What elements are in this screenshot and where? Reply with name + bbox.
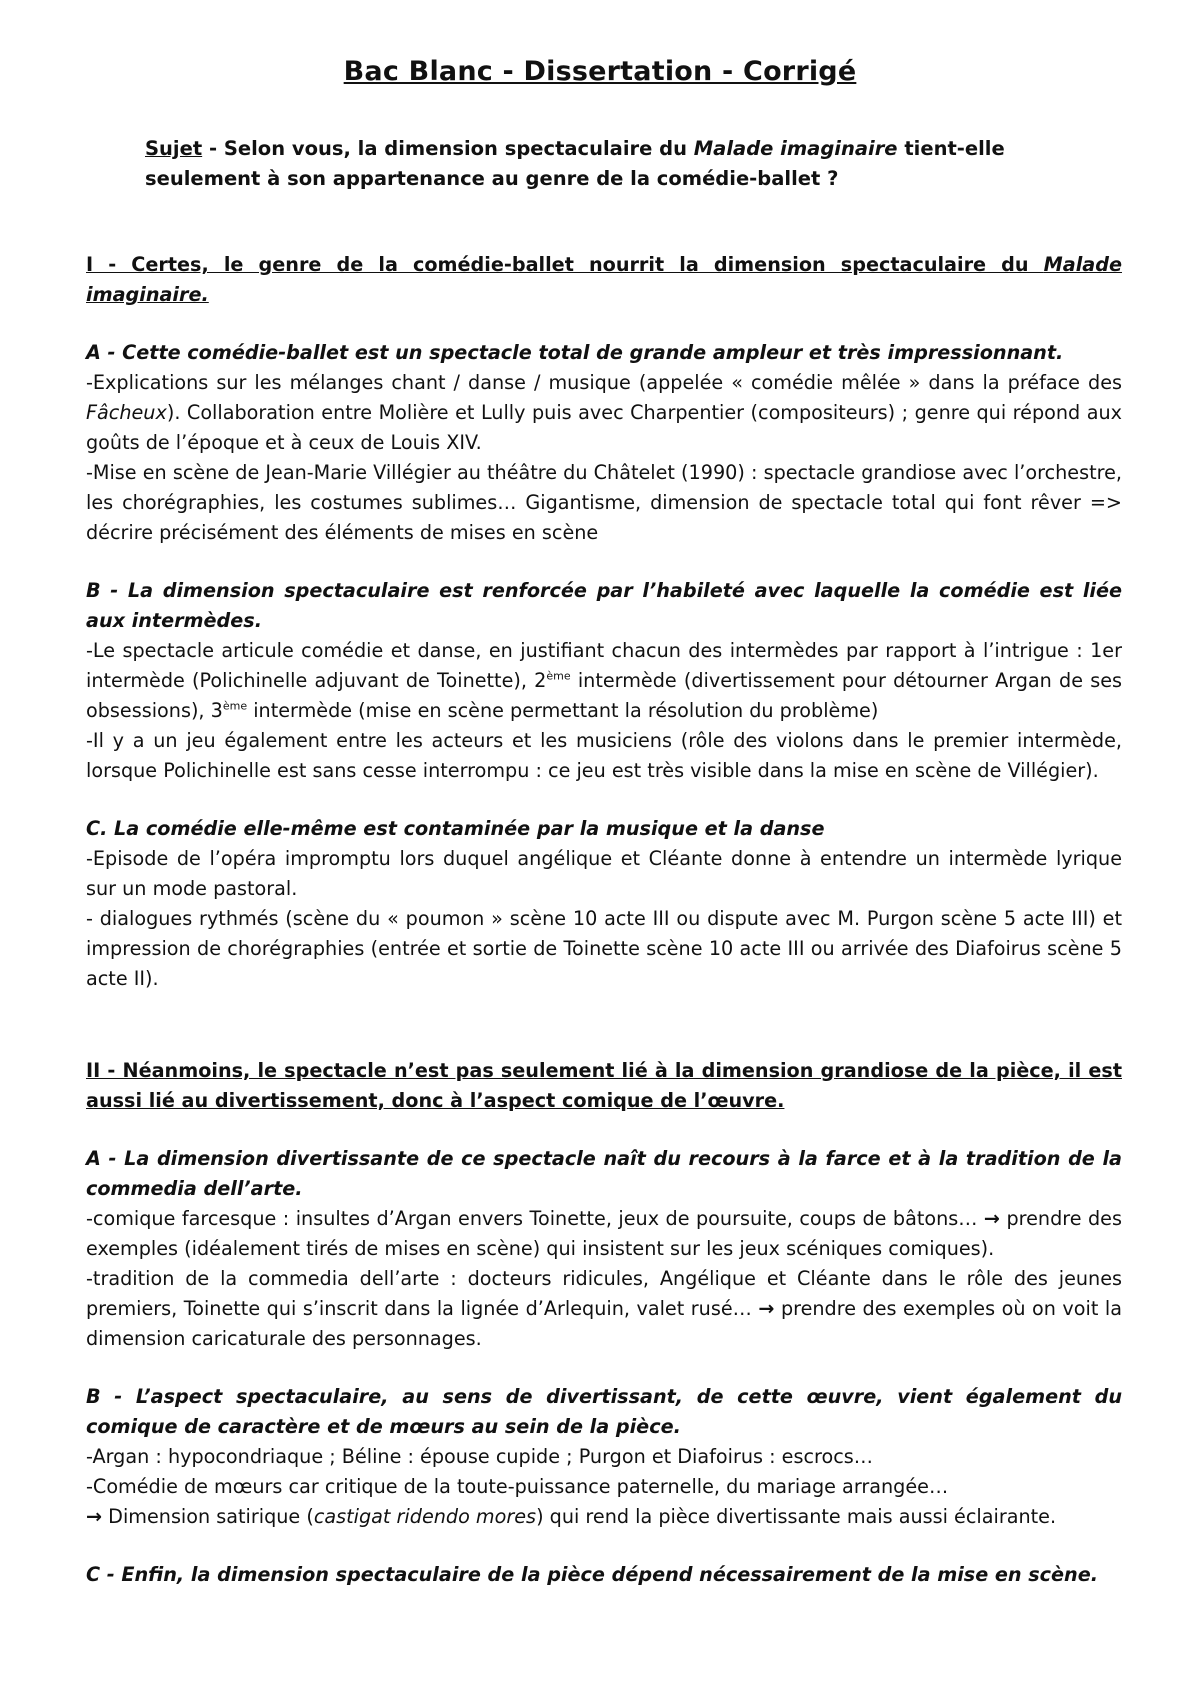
part1-b-heading: B - La dimension spectaculaire est renforcée par l’habileté avec laquelle la comédie est liée aux intermèdes. (86, 579, 1122, 632)
part1-b-p1-superscript-2: ème (222, 699, 248, 713)
part2-a-heading: A - La dimension divertissante de ce spectacle naît du recours à la farce et à la tradition de la commedia dell’arte. (86, 1147, 1122, 1200)
part1-b-p1-superscript-1: ème (546, 669, 571, 683)
part1-b-paragraph-2: -Il y a un jeu également entre les acteurs et les musiciens (rôle des violons dans le premier intermède, lorsque Polichinelle est sans cesse interrompu : ce jeu est très visible dans la mise en scène de Villégier). (86, 729, 1122, 782)
part2-a-p2-text-b: prendre des exemples où on voit la dimension caricaturale des personnages. (86, 1297, 1122, 1350)
subject-work-title: Malade imaginaire (693, 137, 898, 160)
part2-heading: II - Néanmoins, le spectacle n’est pas seulement lié à la dimension grandiose de la pièce, il est aussi lié au divertissement, donc à l’aspect comique de l’œuvre. (86, 1059, 1122, 1112)
part2-b-heading: B - L’aspect spectaculaire, au sens de divertissant, de cette œuvre, vient également du comique de caractère et de mœurs au sein de la pièce. (86, 1385, 1122, 1438)
subject-label: Sujet (145, 137, 203, 160)
part2-c-heading: C - Enfin, la dimension spectaculaire de la pièce dépend nécessairement de la mise en scène. (86, 1563, 1099, 1586)
part2-a-p2-text-a: -tradition de la commedia dell’arte : docteurs ridicules, Angélique et Cléante dans le rôle des jeunes premiers, Toinette qui s’inscrit dans la lignée d’Arlequin, valet rusé… (86, 1267, 1122, 1320)
part1-b-p1-text-b: intermède (divertissement pour détourner Argan de ses obsessions), 3 (86, 669, 1122, 722)
subject-text-after: tient-elle seulement à son appartenance au genre de la comédie-ballet ? (145, 137, 1005, 190)
part1-heading-text: I - Certes, le genre de la comédie-ballet nourrit la dimension spectaculaire du (86, 253, 1044, 276)
subject-text-before: - Selon vous, la dimension spectaculaire du (202, 137, 694, 160)
subject-statement (145, 134, 1065, 194)
part1-heading-work: Malade imaginaire. (86, 253, 1122, 306)
part2-b-p3-text-a: Dimension satirique ( (102, 1505, 314, 1528)
part1-a-p1-text: -Explications sur les mélanges chant / danse / musique (appelée « comédie mêlée » dans la préface des (86, 371, 1122, 394)
part2-b-p3-text-b: ) qui rend la pièce divertissante mais aussi éclairante. (536, 1505, 1057, 1528)
part1-a-paragraph-2: -Mise en scène de Jean-Marie Villégier au théâtre du Châtelet (1990) : spectacle grandiose avec l’orchestre, les chorégraphies, les costumes sublimes… Gigantisme, dimension de spectacle total qui font rêver => décrire précisément des éléments de mises en scène (86, 461, 1122, 544)
part2-b-paragraph-2: -Comédie de mœurs car critique de la toute-puissance paternelle, du mariage arrangée… (86, 1475, 949, 1498)
part2-b-paragraph-3 (86, 1502, 1122, 1532)
part1-b-p1-text-c: intermède (mise en scène permettant la résolution du problème) (247, 699, 879, 722)
part1-a-heading: A - Cette comédie-ballet est un spectacle total de grande ampleur et très impressionnant. (86, 341, 1064, 364)
arrow-right-icon: → (983, 1207, 1000, 1230)
part1-c-heading: C. La comédie elle-même est contaminée par la musique et la danse (86, 817, 825, 840)
part2-a-paragraph-1 (86, 1204, 1122, 1264)
arrow-right-icon: → (86, 1505, 103, 1528)
part1-c-paragraph-2: - dialogues rythmés (scène du « poumon » scène 10 acte III ou dispute avec M. Purgon scène 5 acte III) et impression de chorégraphies (entrée et sortie de Toinette scène 10 acte III ou arrivée des Diafoirus scène 5 acte II). (86, 907, 1122, 990)
part1-b-paragraph-1 (86, 636, 1122, 726)
part2-a-paragraph-2 (86, 1264, 1122, 1354)
document-title: Bac Blanc - Dissertation - Corrigé (343, 56, 857, 87)
document-body (86, 250, 1122, 1590)
part2-a-p1-text-b: prendre des exemples (idéalement tirés de mises en scène) qui insistent sur les jeux scéniques comiques). (86, 1207, 1122, 1260)
part2-b-p3-latin-phrase: castigat ridendo mores (313, 1505, 537, 1528)
part1-a-p1-text-after: ). Collaboration entre Molière et Lully puis avec Charpentier (compositeurs) ; genre qui répond aux goûts de l’époque et à ceux de Louis XIV. (86, 401, 1122, 454)
part1-a-paragraph-1 (86, 368, 1122, 458)
part1-a-p1-work: Fâcheux (86, 401, 167, 424)
part1-b-p1-text-a: -Le spectacle articule comédie et danse, en justifiant chacun des intermèdes par rapport à l’intrigue : 1er intermède (Polichinelle adjuvant de Toinette), 2 (86, 639, 1122, 692)
part2-a-p1-text-a: -comique farcesque : insultes d’Argan envers Toinette, jeux de poursuite, coups de bâtons… (86, 1207, 984, 1230)
part2-b-paragraph-1: -Argan : hypocondriaque ; Béline : épouse cupide ; Purgon et Diafoirus : escrocs… (86, 1445, 873, 1468)
part1-heading (86, 250, 1122, 310)
part1-c-paragraph-1: -Episode de l’opéra impromptu lors duquel angélique et Cléante donne à entendre un intermède lyrique sur un mode pastoral. (86, 847, 1122, 900)
arrow-right-icon: → (758, 1297, 775, 1320)
